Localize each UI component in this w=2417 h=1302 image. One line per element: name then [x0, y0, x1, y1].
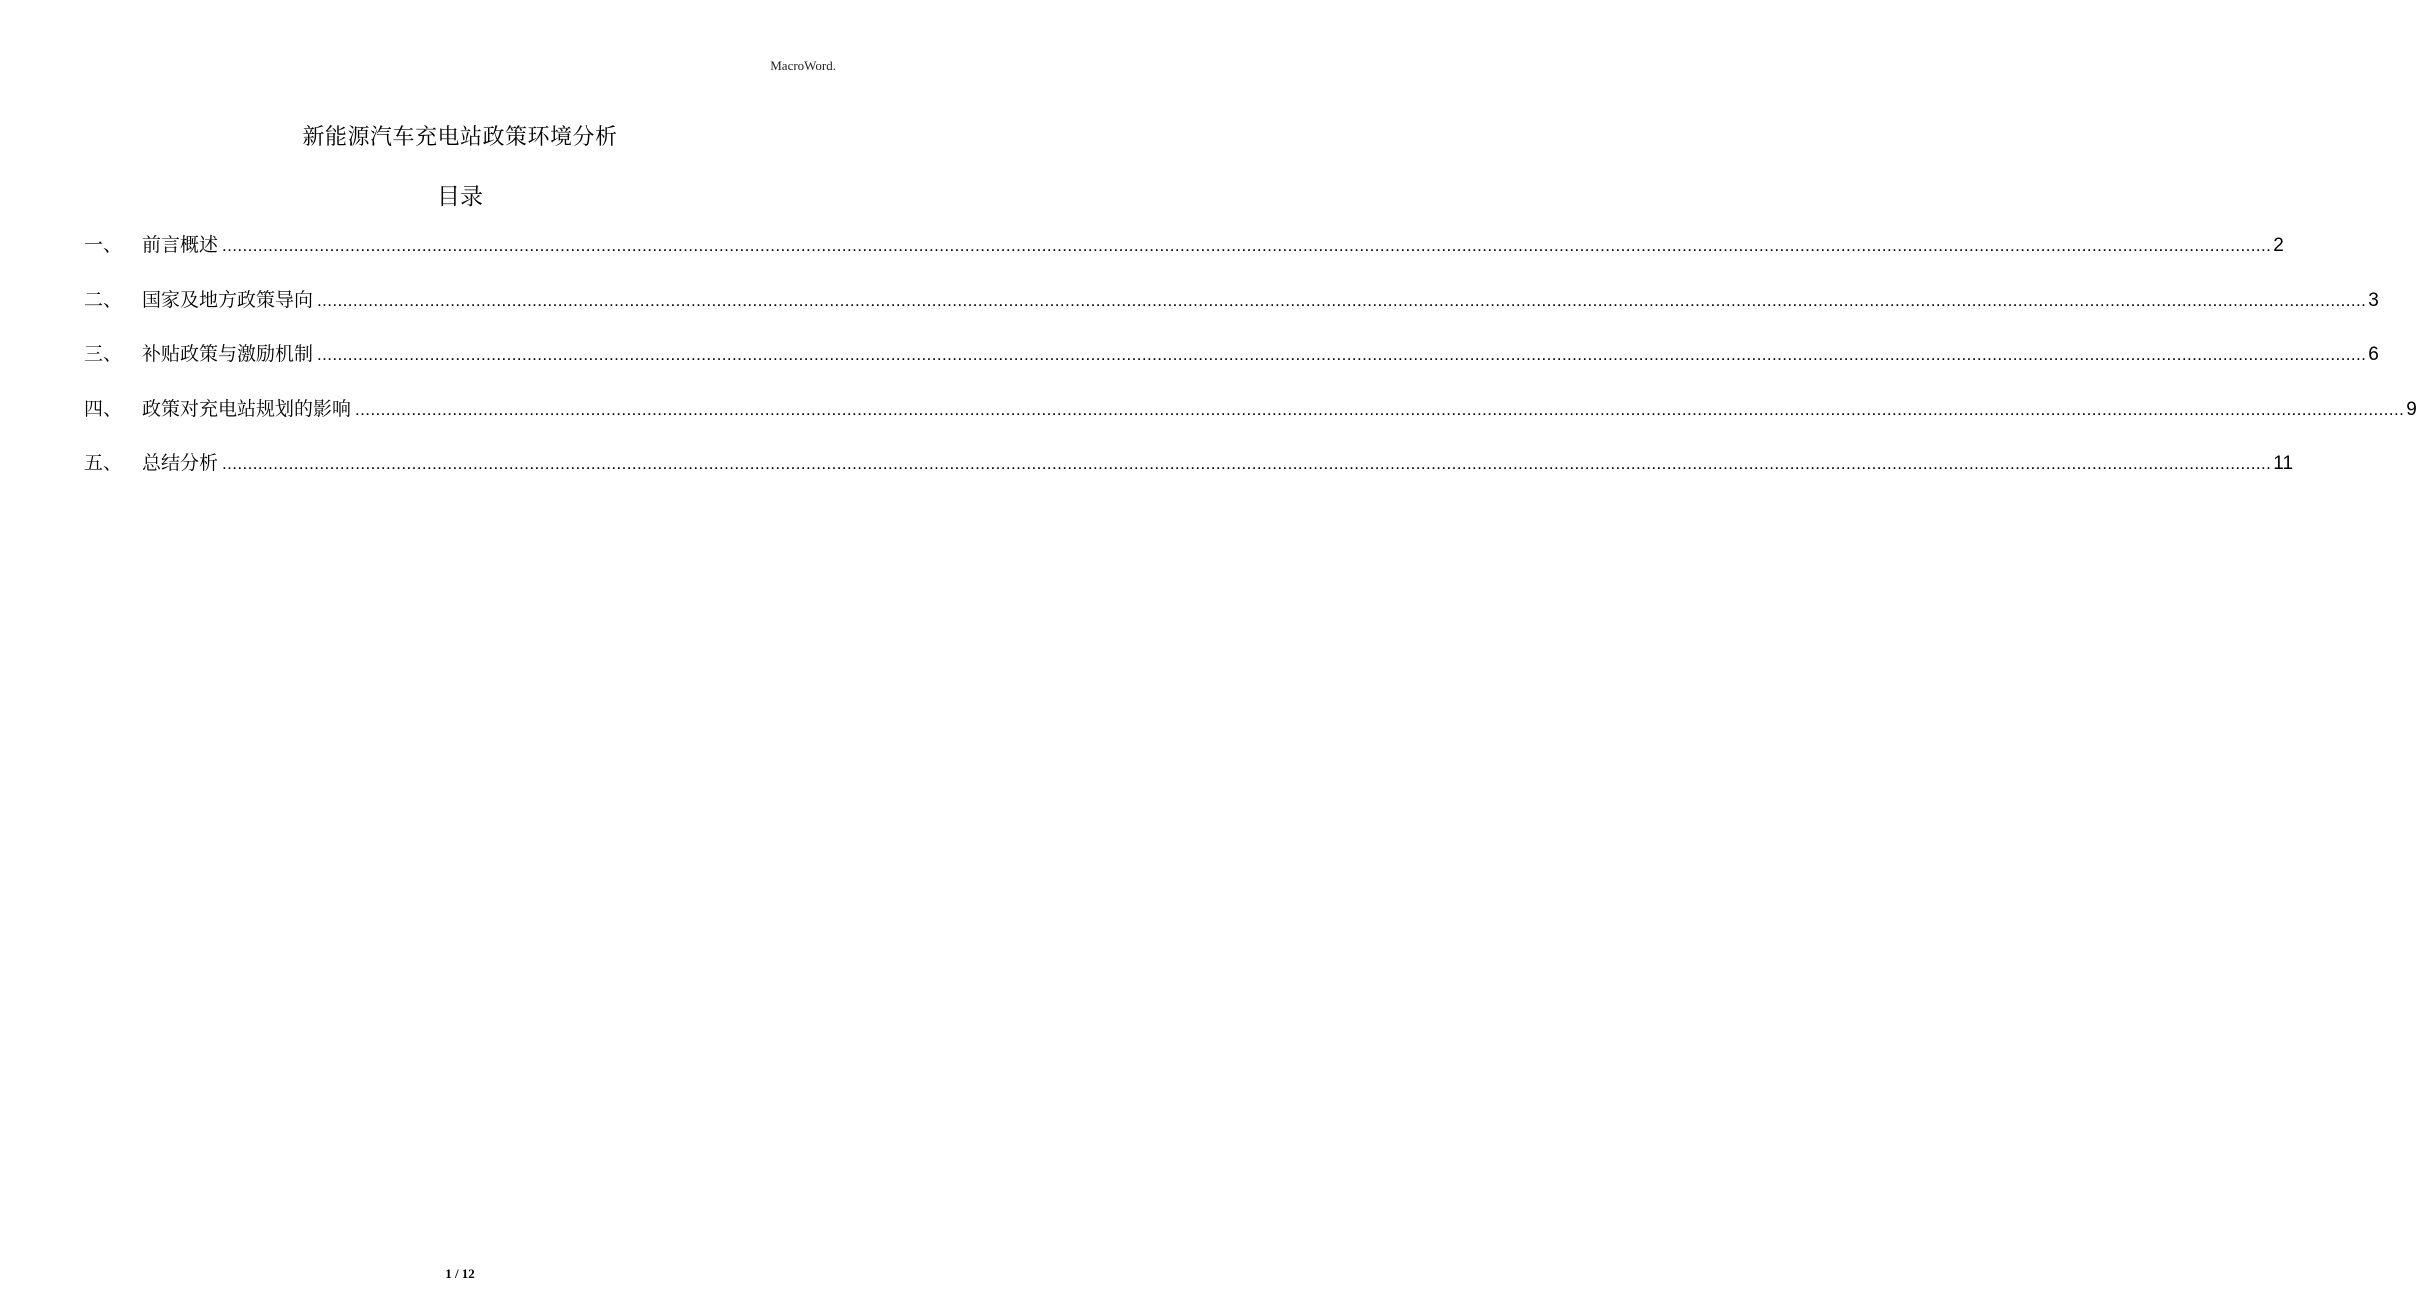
- toc-entry-page: 9: [2406, 398, 2417, 420]
- toc-entry-number: 五、: [84, 452, 123, 474]
- toc-entry[interactable]: [84, 285, 2379, 340]
- toc-entry-number: 一、: [84, 234, 123, 256]
- toc-entry-number: 三、: [84, 343, 123, 365]
- toc-heading: 目录: [437, 184, 483, 210]
- document-title: 新能源汽车充电站政策环境分析: [302, 125, 618, 150]
- toc-entry-page: 11: [2273, 453, 2294, 474]
- toc-entry-title: 政策对充电站规划的影响: [142, 397, 352, 420]
- toc-entry-title: 国家及地方政策导向: [142, 288, 314, 311]
- toc-entry[interactable]: [84, 230, 2284, 285]
- toc-dot-leader: ................................................................................................................................................................................................................................................................................................................................................................................................................: [317, 345, 2367, 364]
- toc-entry-page: 2: [2273, 235, 2284, 256]
- toc-entry[interactable]: [84, 339, 2379, 394]
- toc-entry-page: 3: [2368, 289, 2379, 311]
- toc-entry-title: 前言概述: [142, 234, 219, 256]
- toc-entry-number: 四、: [84, 397, 123, 420]
- toc-entry-number: 二、: [84, 288, 123, 311]
- toc-dot-leader: ................................................................................................................................................................................................................................................................................................................................................................................................................: [222, 236, 2272, 255]
- toc-dot-leader: ................................................................................................................................................................................................................................................................................................................................................................................................................: [222, 454, 2272, 473]
- toc-entry[interactable]: [84, 394, 2417, 449]
- toc-dot-leader: ................................................................................................................................................................................................................................................................................................................................................................................................................: [317, 290, 2367, 310]
- toc-entry-page: 6: [2368, 344, 2379, 365]
- toc-dot-leader: ................................................................................................................................................................................................................................................................................................................................................................................................................: [355, 399, 2405, 419]
- page-indicator: 1 / 12: [445, 1266, 475, 1281]
- toc-entry[interactable]: [84, 448, 2294, 503]
- toc-entry-title: 补贴政策与激励机制: [142, 343, 314, 365]
- header-brand: MacroWord.: [770, 58, 836, 73]
- toc-entry-title: 总结分析: [142, 452, 219, 474]
- table-of-contents: [84, 230, 2417, 503]
